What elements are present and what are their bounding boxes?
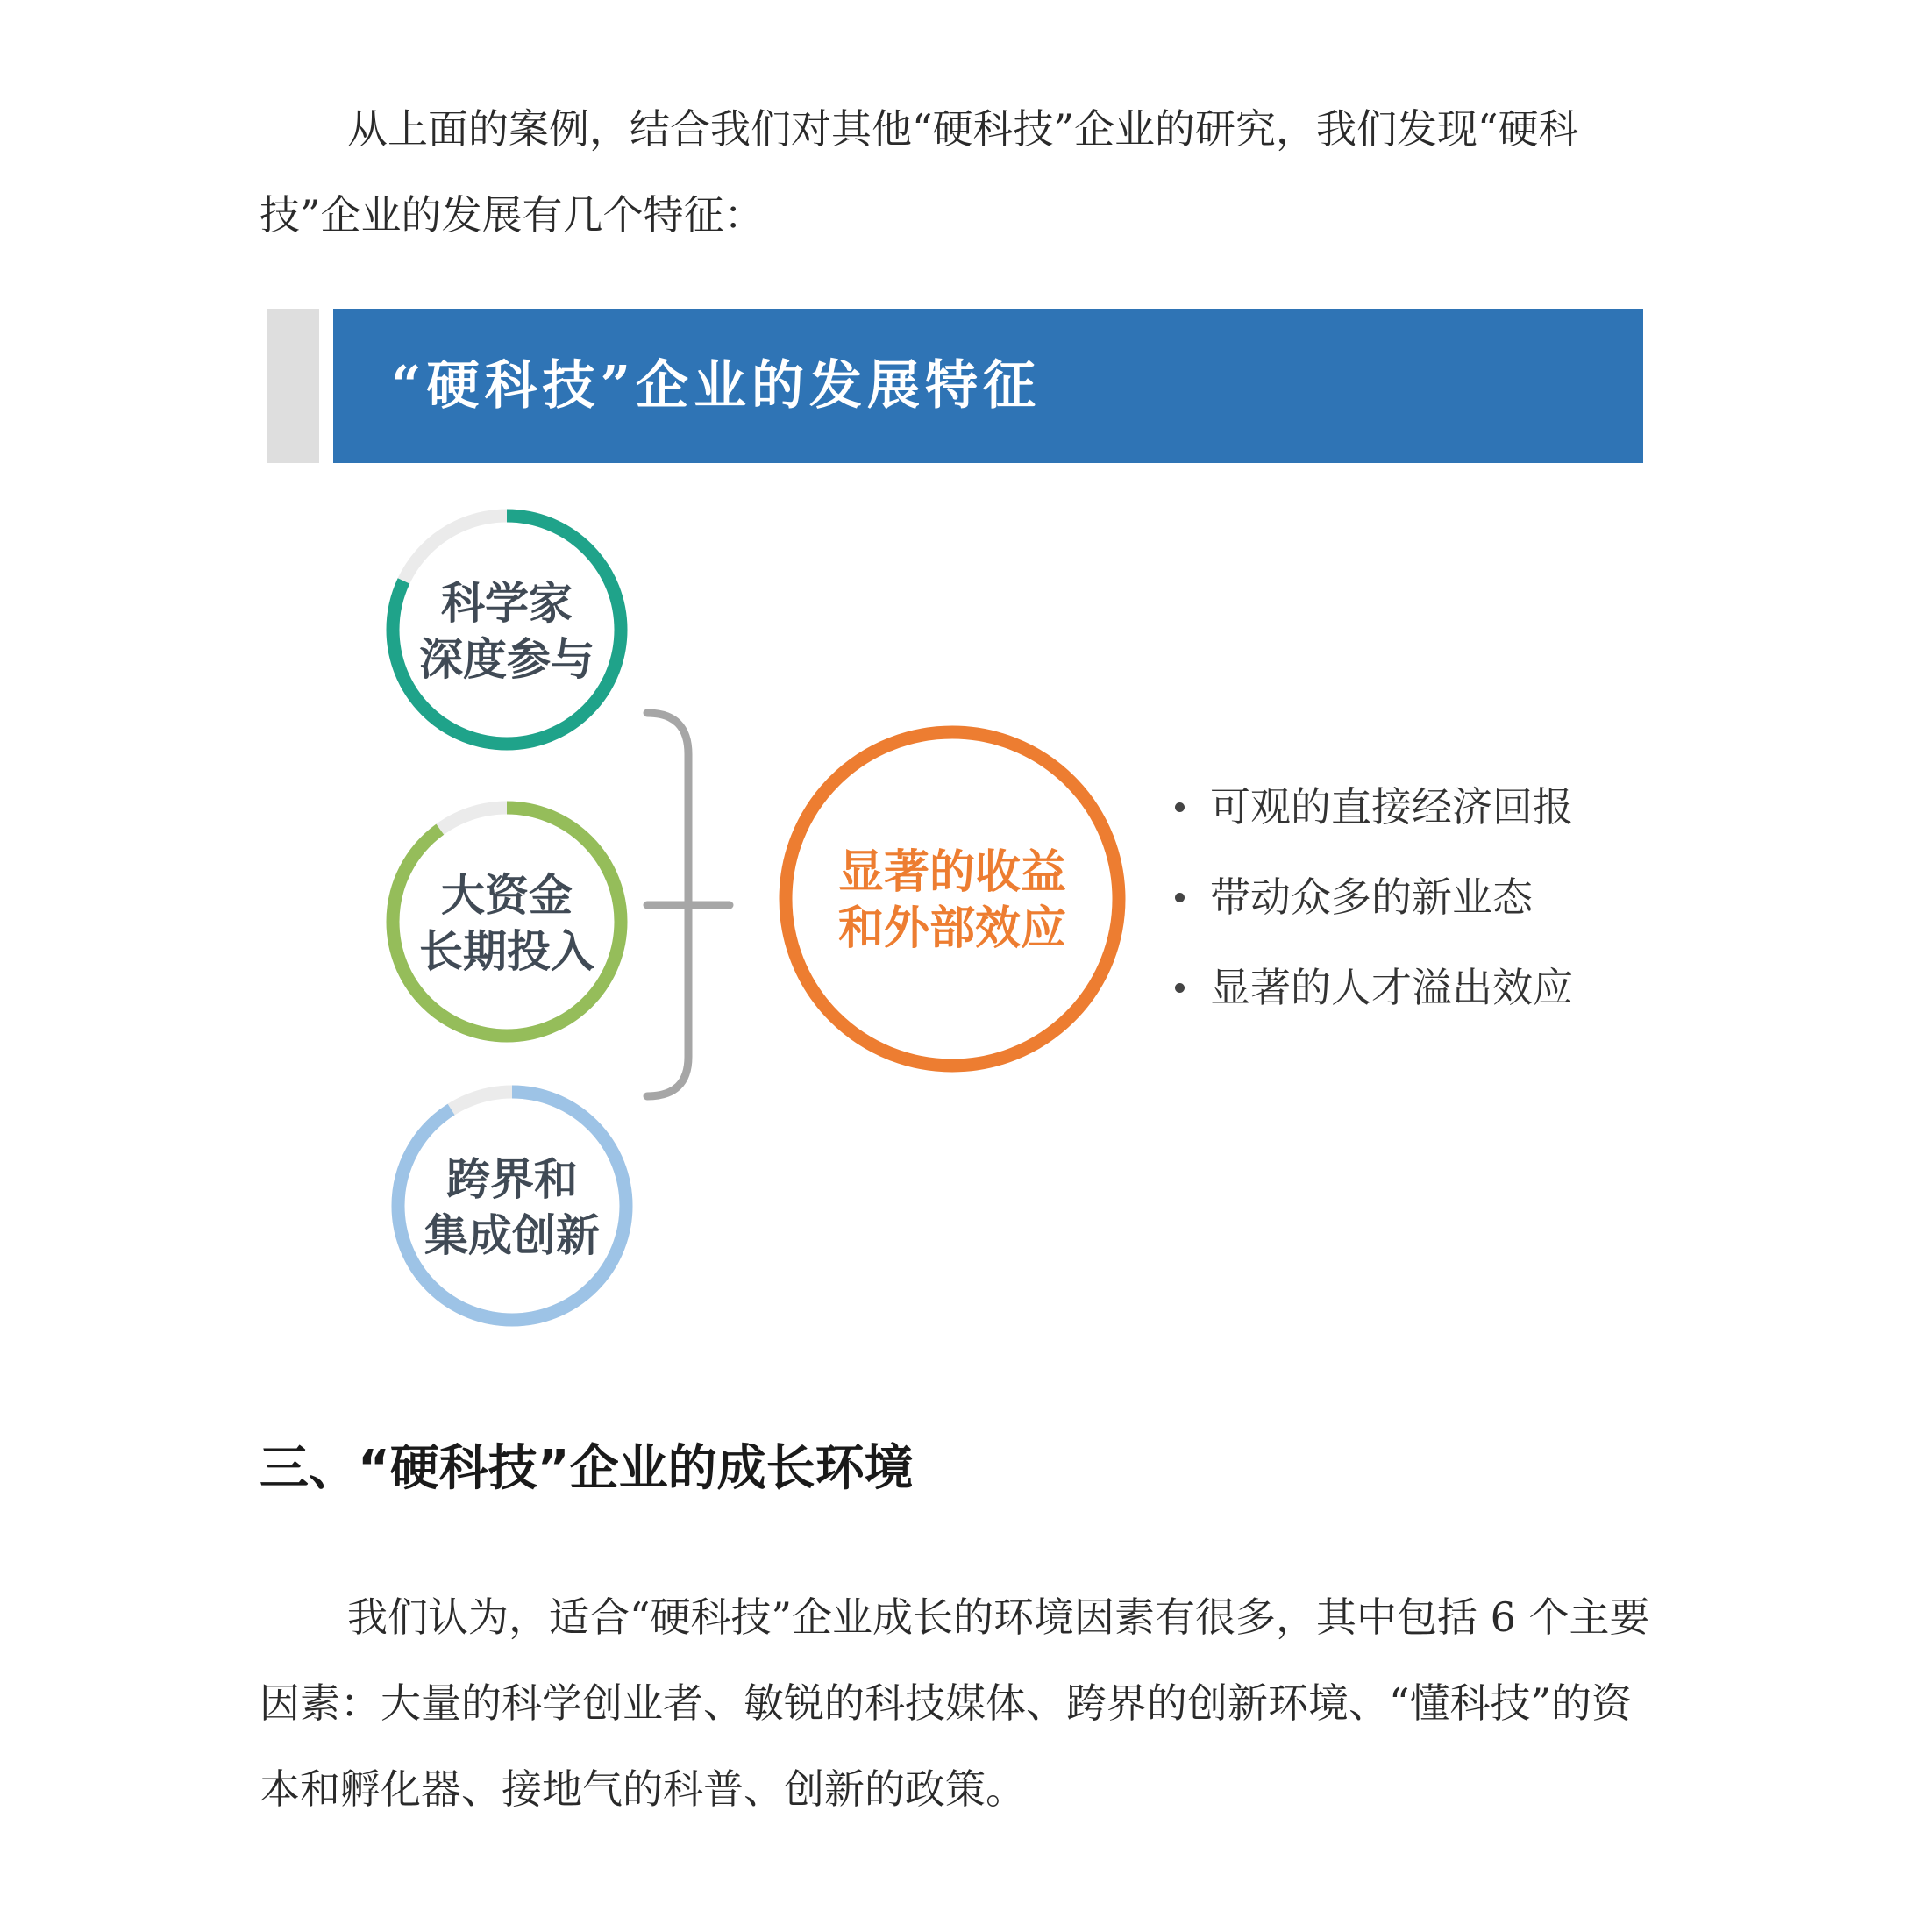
feature-circle-scientists xyxy=(393,516,621,744)
bullet-dot-icon xyxy=(1175,893,1185,902)
circle-label-line1: 科学家 xyxy=(441,578,573,629)
body-paragraph: 我们认为，适合“硬科技”企业成长的环境因素有很多，其中包括 6 个主要因素：大量的科学创业者、敏锐的科技媒体、跨界的创新环境、“懂科技”的资本和孵化器、接地气的科普、创新的政策。 xyxy=(260,1593,1650,1813)
outcome-bullet-list xyxy=(1166,767,1573,1038)
feature-circle-integration xyxy=(398,1092,626,1320)
bullet-dot-icon xyxy=(1175,983,1185,993)
result-circle xyxy=(786,732,1119,1066)
list-item: 带动众多的新业态 xyxy=(1166,858,1573,948)
banner-title: “硬科技”企业的发展特征 xyxy=(391,355,1042,417)
circle-label-line2: 深度参与 xyxy=(419,634,594,685)
section-heading: 三、“硬科技”企业的成长环境 xyxy=(260,1440,914,1497)
circle-label-line2: 长期投入 xyxy=(419,926,594,977)
circle-label-line1: 大资金 xyxy=(441,870,573,921)
feature-circle-capital xyxy=(393,808,621,1036)
progress-ring xyxy=(393,808,621,1036)
list-item: 显著的人才溢出效应 xyxy=(1166,948,1573,1038)
result-label-line2: 和外部效应 xyxy=(837,902,1067,955)
circle-label-line1: 跨界和 xyxy=(446,1154,578,1205)
progress-ring xyxy=(398,1092,626,1320)
list-item: 可观的直接经济回报 xyxy=(1166,767,1573,858)
result-ring xyxy=(786,732,1119,1066)
bullet-dot-icon xyxy=(1175,802,1185,812)
result-label-line1: 显著的收益 xyxy=(837,846,1067,899)
circle-label-line2: 集成创新 xyxy=(424,1210,600,1261)
bracket-connector xyxy=(647,713,730,1096)
intro-paragraph: 从上面的案例，结合我们对其他“硬科技”企业的研究，我们发现“硬科技”企业的发展有几个特征： xyxy=(260,105,1579,239)
